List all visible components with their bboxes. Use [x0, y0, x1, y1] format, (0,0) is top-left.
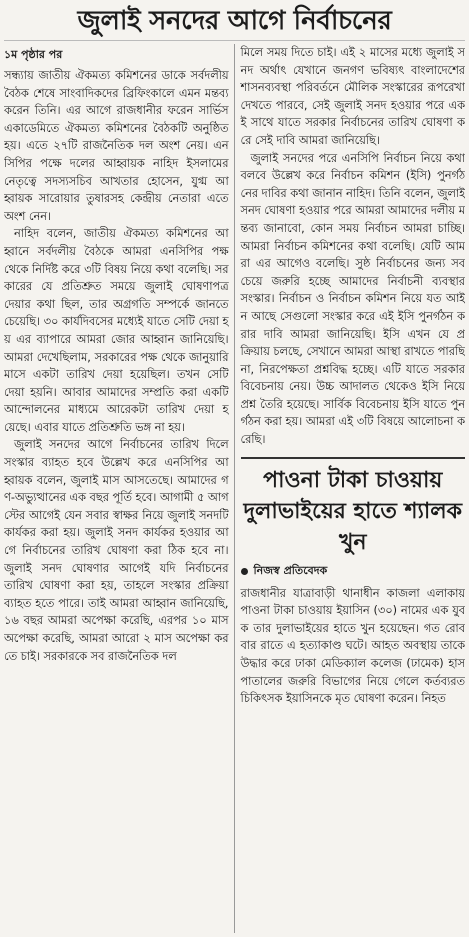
article-paragraph: জুলাই সনদের আগে নির্বাচনের তারিখ দিলে সংস্কার ব্যাহত হবে উল্লেখ করে এনসিপির আহ্বায়ক বলেন, জুলাই মাস আসতেছে। আমাদের গণ-অভ্যুত্থানের এক বছর পূর্তি হবে। আগামী ৫ আগস্টের আগেই যেন সবার স্বাক্ষর নিয়ে জুলাই সনদটি কার্যকর করা হয়। জুলাই সনদ কার্যকর হওয়ার আগে নির্বাচনের তারিখ ঘোষণা করা ঠিক হবে না। জুলাই সনদ ঘোষণার আগেই যদি নির্বাচনের তারিখ ঘোষণা করা হয়, তাহলে সংস্কার প্রক্রিয়া ব্যাহত হতে পারে। তাই আমরা আহ্বান জানিয়েছি, ১৬ বছর আমরা অপেক্ষা করেছি, এরপর ১০ মাস অপেক্ষা করেছি, আমরা আরো ২ মাস অপেক্ষা করতে চাই। সরকারকে সব রাজনৈতিক দল: [4, 438, 229, 663]
article-paragraph: নাহিদ বলেন, জাতীয় ঐকমত্য কমিশনের আহ্বানে সর্বদলীয় বৈঠকে আমরা এনসিপির পক্ষ থেকে নির্দিষ্ট করে ৩টি বিষয় নিয়ে কথা বলেছি। সরকারের যে প্রতিশ্রুত সময়ে জুলাই ঘোষণাপত্র দেয়ার কথা ছিল, তার অগ্রগতি সম্পর্কে জানতে চেয়েছি। ৩০ কার্যদিবসের মধ্যেই যাতে সেটি দেয়া হয় এর ব্যাপারে আমরা জোর আহ্বান জানিয়েছি। আমরা দেখেছিলাম, সরকারের পক্ষ থেকে জানুয়ারি মাসে একটা তারিখ দেয়া হয়েছিল। তখন সেটি দেয়া হয়নি। আবার আমাদের সম্প্রতি করা একটি আন্দোলনের মাধ্যমে আরেকটা তারিখ দেয়া হয়েছে। এবার যাতে প্রতিশ্রুতি ভঙ্গ না হয়।: [4, 227, 229, 434]
article-paragraph: জুলাই সনদের পরে এনসিপি নির্বাচন নিয়ে কথা বলবে উল্লেখ করে নির্বাচন কমিশন (ইসি) পুনর্গঠনের দাবির কথা জানান নাহিদ। তিনি বলেন, জুলাই সনদ ঘোষণা হওয়ার পরে আমরা আমাদের দলীয় মন্তব্য জানাবো, কোন সময় নির্বাচন আমরা চাচ্ছি। আমরা নির্বাচন কমিশনের কথা বলেছি। যেটি আমরা এর আগেও বলেছি। সুষ্ঠ নির্বাচনের জন্য সবচেয়ে জরুরি হচ্ছে আমাদের নির্বাচনী ব্যবস্থার সংস্কার। নির্বাচন ও নির্বাচন কমিশন নিয়ে যত আইন আছে সেগুলো সংস্কার করে এই ইসি পুনর্গঠন করার দাবি আমরা জানিয়েছি। ইসি এখন যে প্রক্রিয়ায় চলছে, সেখানে আমরা আস্থা রাখতে পারছি না, নিরপেক্ষতা প্রশ্নবিদ্ধ হচ্ছে। এটি যাতে সরকার বিবেচনায় নেয়। উচ্চ আদালত থেকেও ইসি নিয়ে প্রশ্ন তৈরি হয়েছে। সার্বিক বিবেচনায় ইসি যাতে পুনর্গঠন করা হয়। আমরা এই ৩টি বিষয়ে আলোচনা করেছি।: [240, 151, 465, 447]
continued-label: ১ম পৃষ্ঠার পর: [4, 48, 63, 61]
story2-body: রাজধানীর যাত্রাবাড়ী থানাধীন কাজলা এলাকায় পাওনা টাকা চাওয়ায় ইয়াসিন (৩০) নামের এক যুবক তার দুলাভাইয়ের হাতে খুন হয়েছেন। গত রোববার রাতে এ হত্যাকাণ্ড ঘটে। আহত অবস্থায় তাকে উদ্ধার করে ঢাকা মেডিক্যাল কলেজ (ঢামেক) হাসপাতালের জরুরি বিভাগের নিয়ে গেলে কর্তব্যরত চিকিৎসক ইয়াসিনকে মৃত ঘোষণা করেন। নিহত: [240, 586, 465, 706]
page-headline: জুলাই সনদের আগে নির্বাচনের: [4, 4, 465, 41]
bullet-icon: [241, 568, 248, 575]
left-column: [4, 44, 235, 933]
byline-text: নিজস্ব প্রতিবেদক: [253, 563, 328, 577]
article-columns: [4, 44, 465, 933]
story2-byline: [241, 562, 466, 581]
story2-headline: পাওনা টাকা চাওয়ায় দুলাভাইয়ের হাতে শ্যালক খুন: [241, 457, 466, 558]
right-column: [235, 44, 466, 933]
article-paragraph: সন্ধ্যায় জাতীয় ঐকমত্য কমিশনের ডাকে সর্বদলীয় বৈঠক শেষে সাংবাদিকদের ব্রিফিংকালে এমন মন্তব্য করেন তিনি। এর আগে রাজধানীর ফরেন সার্ভিস একাডেমিতে ঐকমত্য কমিশনের বৈঠকটি অনুষ্ঠিত হয়। এতে ২৭টি রাজনৈতিক দল অংশ নেয়। এনসিপির পক্ষে দলের আহ্বায়ক নাহিদ ইসলামের নেতৃত্বে সদস্যসচিব আখতার হোসেন, যুগ্ম আহ্বায়ক সারোয়ার তুষারসহ কেন্দ্রীয় নেতারা এতে অংশ নেন।: [4, 69, 229, 223]
article-paragraph: মিলে সময় দিতে চাই। এই ২ মাসের মধ্যে জুলাই সনদ অর্থাৎ যেখানে জনগণ ভবিষ্যৎ বাংলাদেশের শাসনব্যবস্থা পরিবর্তনে মৌলিক সংস্কারের রূপরেখা দেখতে পারবে, সেই জুলাই সনদ হওয়ার পরে একই সাথে যাতে সরকার নির্বাচনের তারিখ ঘোষণা করে সেই দাবি আমরা জানিয়েছি।: [240, 46, 465, 147]
